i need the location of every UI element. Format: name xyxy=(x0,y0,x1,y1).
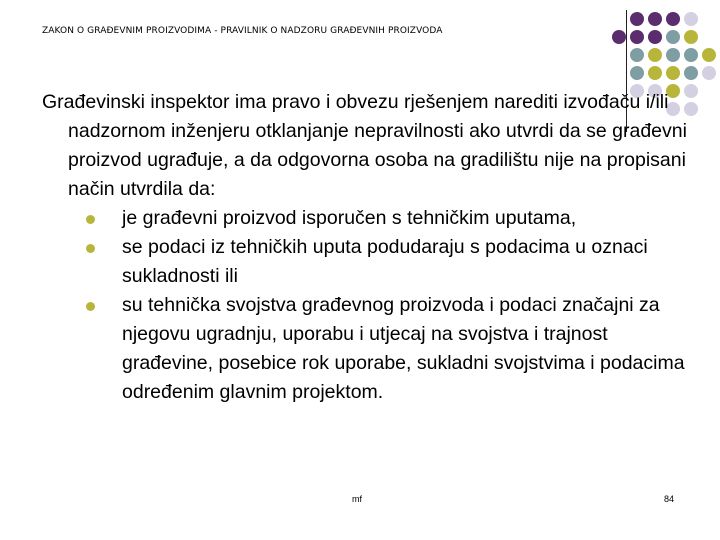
decor-dot xyxy=(630,30,644,44)
decor-dot xyxy=(648,30,662,44)
bullet-icon xyxy=(86,215,95,224)
bullet-list xyxy=(42,204,692,407)
decor-dot xyxy=(684,12,698,26)
list-item-text: je građevni proizvod isporučen s tehničkim uputama, xyxy=(122,207,577,229)
list-item-text: se podaci iz tehničkih uputa podudaraju s podacima u oznaci sukladnosti ili xyxy=(122,236,648,287)
decor-dot xyxy=(684,66,698,80)
footer-author: mf xyxy=(352,494,362,504)
decor-dot xyxy=(684,48,698,62)
bullet-icon xyxy=(86,302,95,311)
decor-dot xyxy=(684,30,698,44)
decor-dot xyxy=(666,12,680,26)
list-item-text: su tehnička svojstva građevnog proizvoda i podaci značajni za njegovu ugradnju, uporabu i utjecaj na svojstva i trajnost građevine, posebice rok uporabe, sukladni svojstvima i podacima određenim glavnim projektom. xyxy=(122,294,685,403)
decor-dot xyxy=(666,30,680,44)
list-item xyxy=(122,204,692,233)
list-item xyxy=(122,291,692,407)
decor-dot xyxy=(612,30,626,44)
decor-dot xyxy=(666,48,680,62)
lead-paragraph: Građevinski inspektor ima pravo i obvezu rješenjem narediti izvođaču i/ili nadzornom inženjeru otklanjanje nepravilnosti ako utvrdi da se građevni proizvod ugrađuje, a da odgovorna osoba na gradilištu nije na propisani način utvrdila da: xyxy=(42,91,687,200)
decor-dot xyxy=(630,12,644,26)
document-header: ZAKON O GRAĐEVNIM PROIZVODIMA - PRAVILNIK O NADZORU GRAĐEVNIH PROIZVODA xyxy=(42,26,443,36)
decor-dot xyxy=(702,66,716,80)
slide-body xyxy=(42,88,692,407)
bullet-icon xyxy=(86,244,95,253)
decor-dot xyxy=(648,12,662,26)
decor-dot xyxy=(630,48,644,62)
list-item xyxy=(122,233,692,291)
page-number: 84 xyxy=(664,494,675,504)
decor-dot xyxy=(702,48,716,62)
decor-dot xyxy=(648,66,662,80)
decor-dot xyxy=(630,66,644,80)
decor-dot xyxy=(648,48,662,62)
decor-dot xyxy=(666,66,680,80)
